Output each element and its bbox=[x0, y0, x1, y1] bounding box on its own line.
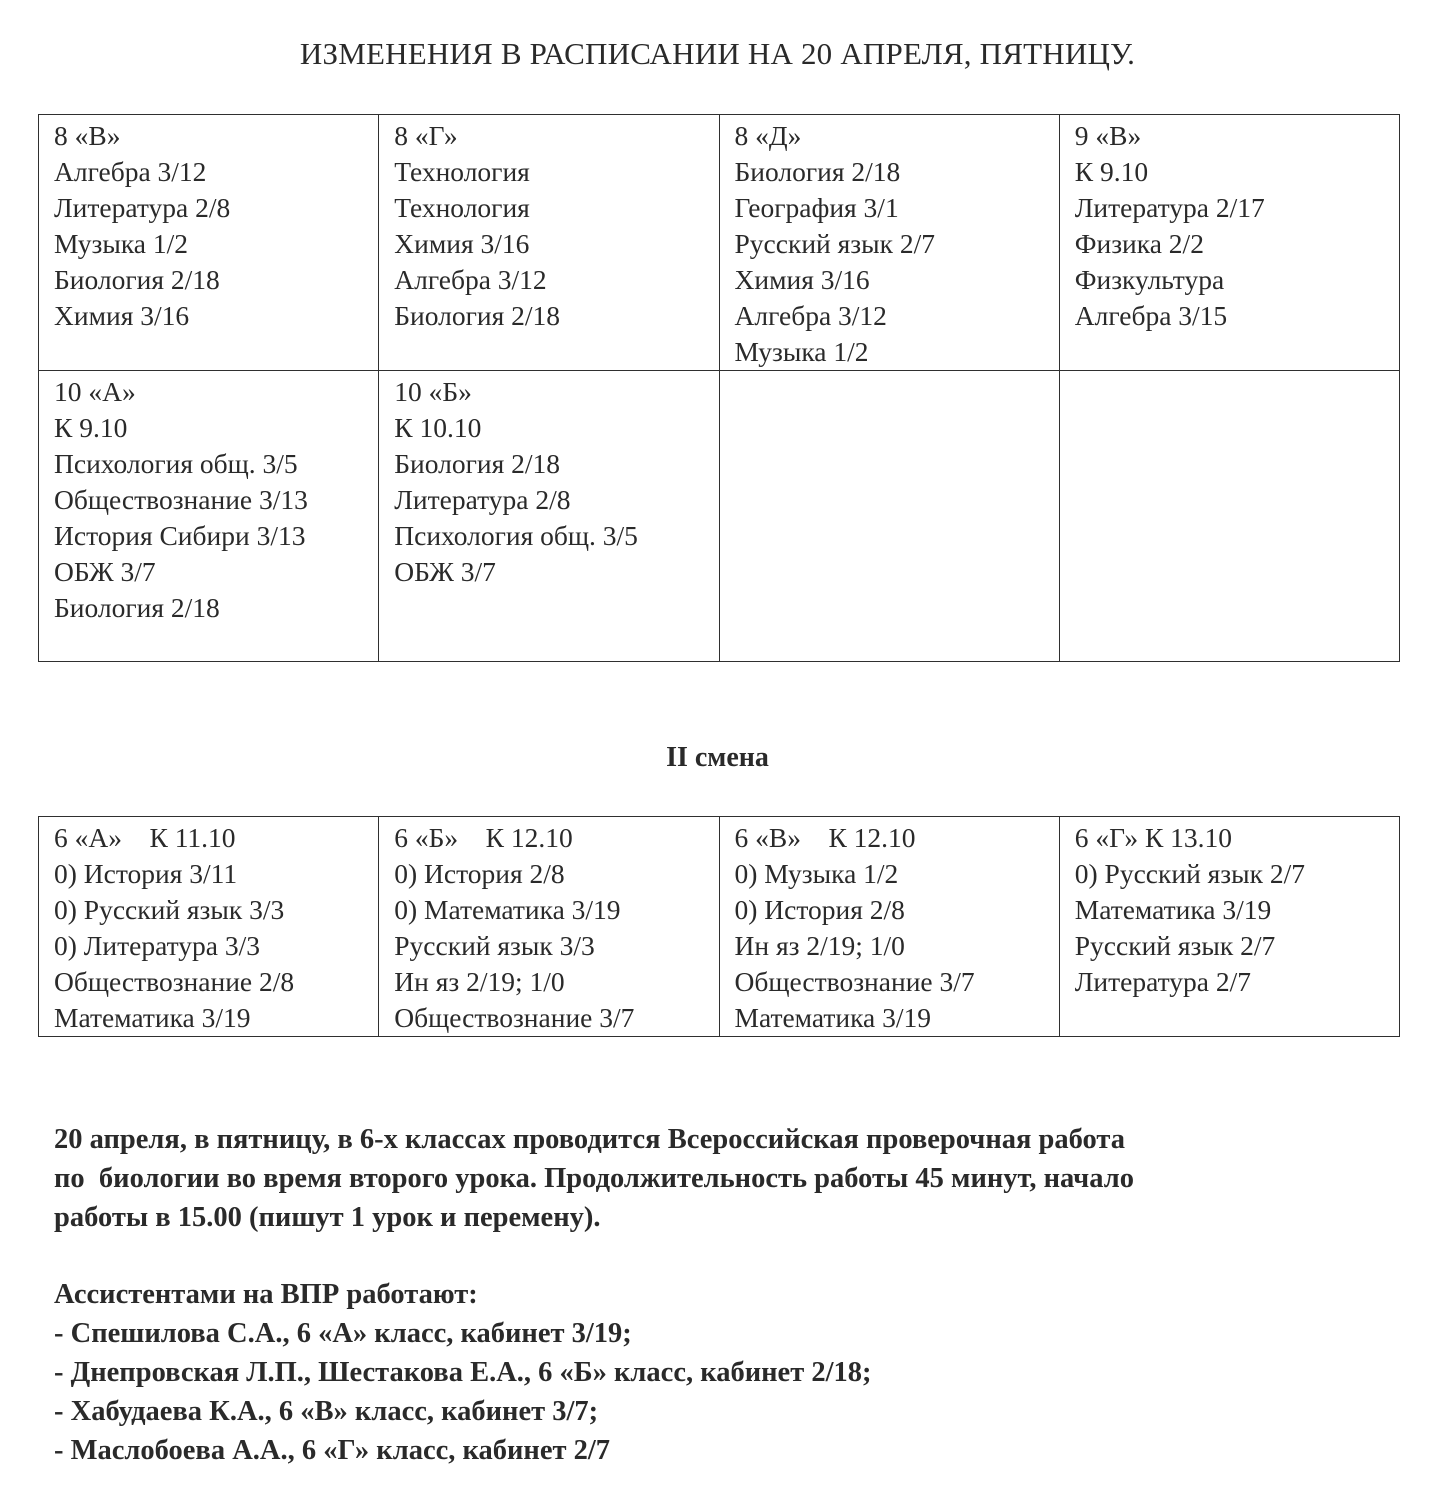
vpr-notice bbox=[54, 1120, 1384, 1237]
class-cell bbox=[719, 115, 1059, 371]
lesson: Технология bbox=[394, 192, 530, 223]
assistant-item: - Хабудаева К.А., 6 «В» класс, кабинет 3/7; bbox=[54, 1396, 599, 1427]
class-cell bbox=[379, 817, 719, 1037]
class-header: 6 «Г» К 13.10 bbox=[1074, 822, 1233, 853]
page-title: ИЗМЕНЕНИЯ В РАСПИСАНИИ НА 20 АПРЕЛЯ, ПЯТНИЦУ. bbox=[299, 36, 1136, 71]
lesson: Литература 2/8 bbox=[394, 484, 571, 515]
table-row bbox=[39, 115, 1400, 371]
table-row bbox=[39, 371, 1400, 662]
lesson: 0) Математика 3/19 bbox=[394, 894, 621, 925]
class-header: 6 «Б» К 12.10 bbox=[394, 822, 573, 853]
lesson: Обществознание 3/13 bbox=[54, 484, 308, 515]
class-cell bbox=[1059, 817, 1399, 1037]
lesson: Математика 3/19 bbox=[1074, 894, 1272, 925]
lesson: Алгебра 3/15 bbox=[1074, 300, 1228, 331]
lesson: 0) Музыка 1/2 bbox=[734, 858, 899, 889]
shift1-schedule-table bbox=[38, 114, 1400, 662]
class-cell bbox=[39, 115, 379, 371]
lesson: 0) История 3/11 bbox=[54, 858, 238, 889]
lesson: Биология 2/18 bbox=[734, 156, 901, 187]
class-header: 10 «А» bbox=[54, 376, 136, 407]
class-header: 6 «А» К 11.10 bbox=[54, 822, 236, 853]
notice-line: по биологии во время второго урока. Продолжительность работы 45 минут, начало bbox=[54, 1163, 1134, 1194]
lesson: Литература 2/17 bbox=[1074, 192, 1265, 223]
lesson: К 9.10 bbox=[54, 412, 128, 443]
class-cell bbox=[39, 371, 379, 662]
notice-line: 20 апреля, в пятницу, в 6-х классах проводится Всероссийская проверочная работа bbox=[54, 1124, 1126, 1155]
lesson: Биология 2/18 bbox=[394, 448, 561, 479]
class-header: 8 «Д» bbox=[734, 120, 802, 151]
lesson: Математика 3/19 bbox=[54, 1002, 251, 1033]
lesson: Музыка 1/2 bbox=[734, 336, 869, 367]
class-cell bbox=[1059, 115, 1399, 371]
lesson: 0) Русский язык 2/7 bbox=[1074, 858, 1306, 889]
lesson: История Сибири 3/13 bbox=[54, 520, 306, 551]
lesson: Алгебра 3/12 bbox=[734, 300, 887, 331]
lesson: Математика 3/19 bbox=[734, 1002, 932, 1033]
assistant-item: - Спешилова С.А., 6 «А» класс, кабинет 3/19; bbox=[54, 1318, 632, 1349]
lesson: Алгебра 3/12 bbox=[394, 264, 547, 295]
class-cell bbox=[379, 371, 719, 662]
lesson: Ин яз 2/19; 1/0 bbox=[734, 930, 905, 961]
lesson: Психология общ. 3/5 bbox=[394, 520, 638, 551]
lesson: Литература 2/7 bbox=[1074, 966, 1251, 997]
class-header: 10 «Б» bbox=[394, 376, 472, 407]
lesson: Физкультура bbox=[1074, 264, 1225, 295]
lesson: Физика 2/2 bbox=[1074, 228, 1204, 259]
assistants-heading: Ассистентами на ВПР работают: bbox=[54, 1279, 478, 1310]
lesson: География 3/1 bbox=[734, 192, 899, 223]
lesson: Технология bbox=[394, 156, 530, 187]
lesson: Литература 2/8 bbox=[54, 192, 231, 223]
lesson: Биология 2/18 bbox=[54, 592, 220, 623]
assistants-list bbox=[54, 1275, 1384, 1470]
lesson: 0) Русский язык 3/3 bbox=[54, 894, 285, 925]
lesson: Обществознание 2/8 bbox=[54, 966, 295, 997]
lesson: Обществознание 3/7 bbox=[734, 966, 975, 997]
notice-line: работы в 15.00 (пишут 1 урок и перемену). bbox=[54, 1202, 601, 1233]
lesson: 0) История 2/8 bbox=[734, 894, 905, 925]
empty-cell bbox=[1059, 371, 1399, 662]
lesson: Русский язык 2/7 bbox=[1074, 930, 1276, 961]
lesson: Алгебра 3/12 bbox=[54, 156, 207, 187]
lesson: Обществознание 3/7 bbox=[394, 1002, 635, 1033]
class-header: 6 «В» К 12.10 bbox=[734, 822, 916, 853]
lesson: Химия 3/16 bbox=[734, 264, 870, 295]
lesson: 0) Литература 3/3 bbox=[54, 930, 260, 961]
lesson: Химия 3/16 bbox=[394, 228, 530, 259]
lesson: Биология 2/18 bbox=[394, 300, 561, 331]
lesson: 0) История 2/8 bbox=[394, 858, 565, 889]
assistant-item: - Днепровская Л.П., Шестакова Е.А., 6 «Б» класс, кабинет 2/18; bbox=[54, 1357, 872, 1388]
lesson: Биология 2/18 bbox=[54, 264, 220, 295]
lesson: ОБЖ 3/7 bbox=[394, 556, 496, 587]
class-cell bbox=[39, 817, 379, 1037]
lesson: К 10.10 bbox=[394, 412, 482, 443]
shift2-schedule-table bbox=[38, 816, 1400, 1037]
lesson: Психология общ. 3/5 bbox=[54, 448, 298, 479]
empty-cell bbox=[719, 371, 1059, 662]
lesson: Музыка 1/2 bbox=[54, 228, 189, 259]
class-header: 8 «В» bbox=[54, 120, 121, 151]
shift2-heading: II смена bbox=[666, 742, 769, 773]
class-cell bbox=[379, 115, 719, 371]
lesson: Химия 3/16 bbox=[54, 300, 190, 331]
table-row bbox=[39, 817, 1400, 1037]
lesson: Русский язык 2/7 bbox=[734, 228, 935, 259]
lesson: ОБЖ 3/7 bbox=[54, 556, 156, 587]
class-header: 8 «Г» bbox=[394, 120, 458, 151]
assistant-item: - Маслобоева А.А., 6 «Г» класс, кабинет 2/7 bbox=[54, 1435, 611, 1466]
class-header: 9 «В» bbox=[1074, 120, 1142, 151]
class-cell bbox=[719, 817, 1059, 1037]
lesson: Русский язык 3/3 bbox=[394, 930, 595, 961]
lesson: Ин яз 2/19; 1/0 bbox=[394, 966, 565, 997]
lesson: К 9.10 bbox=[1074, 156, 1149, 187]
